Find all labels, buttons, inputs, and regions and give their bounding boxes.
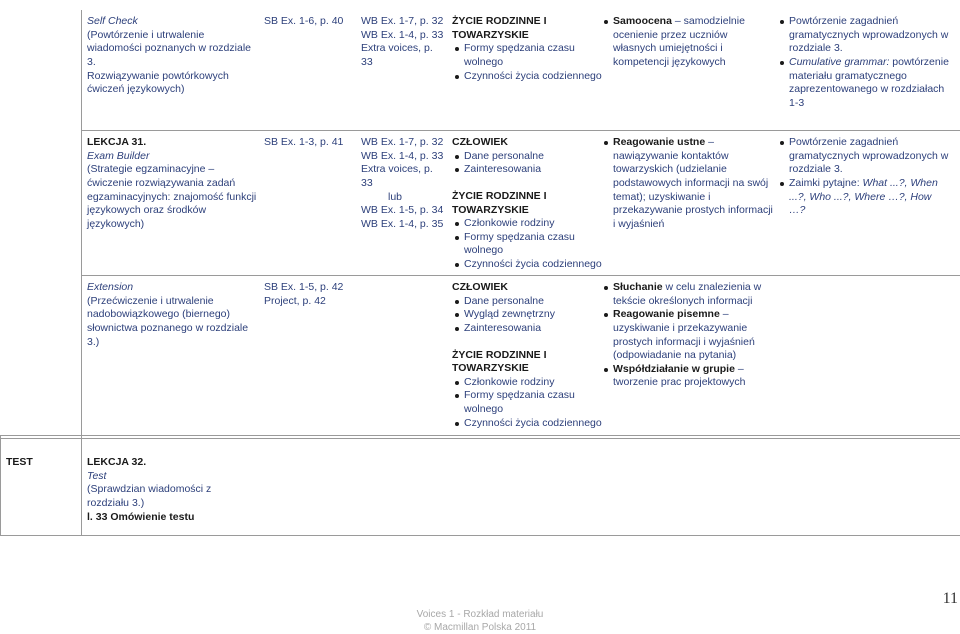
vocab-item: Zainteresowania — [452, 322, 602, 336]
row3-vocab — [452, 281, 602, 430]
section-description: (Strategie egzaminacyjne – ćwiczenie rozwiązywania zadań egzaminacyjnych: znajomość funkcji językowych oraz środków językowych) — [87, 163, 257, 230]
table-line — [0, 535, 960, 536]
row1-skills — [601, 15, 773, 70]
skill-item — [601, 281, 773, 308]
sb-exercise: SB Ex. 1-6, p. 40 — [264, 15, 344, 27]
grammar-item: Powtórzenie zagadnień gramatycznych wprowadzonych w rozdziale 3. — [777, 15, 949, 56]
lesson-title: LEKCJA 32. — [87, 456, 147, 468]
vocab-item: Formy spędzania czasu wolnego — [452, 389, 602, 416]
wb-exercise: WB Ex. 1-7, p. 32 — [361, 15, 444, 27]
vocab-item: Czynności życia codziennego — [452, 417, 602, 431]
section-description: (Przećwiczenie i utrwalenie nadobowiązkowego (biernego) słownictwa poznanego w rozdziale 3.) — [87, 294, 249, 348]
test-label: TEST — [6, 456, 33, 468]
page-number: 11 — [942, 590, 958, 607]
section-description: (Powtórzenie i utrwalenie wiadomości poznanych w rozdziale 3. — [87, 28, 251, 68]
grammar-label: Zaimki pytajne: — [789, 176, 860, 189]
grammar-text: What ...?, When ...?, Who ...?, Where …?, How …? — [789, 176, 938, 217]
sb-exercise: SB Ex. 1-5, p. 42 — [264, 281, 344, 293]
section-description: (Sprawdzian wiadomości z rozdziału 3.) — [87, 483, 212, 509]
vocab-item: Formy spędzania czasu wolnego — [452, 42, 602, 69]
row1-sb — [264, 15, 359, 29]
vocab-heading: ŻYCIE RODZINNE I TOWARZYSKIE — [452, 348, 547, 375]
skill-text: – samodzielnie ocenienie przez uczniów własnych umiejętności i kompetencji językowych — [613, 15, 745, 68]
table-line — [0, 436, 1, 536]
row1-wb — [361, 15, 446, 70]
row2-grammar — [777, 136, 949, 218]
row2-wb — [361, 136, 446, 231]
section-title: Test — [87, 469, 107, 482]
grammar-item: Powtórzenie zagadnień gramatycznych wprowadzonych w rozdziale 3. — [777, 136, 949, 177]
row1-topic — [87, 15, 257, 97]
table-line — [81, 436, 82, 536]
test-review: l. 33 Omówienie testu — [87, 510, 195, 523]
vocab-item: Dane personalne — [452, 295, 602, 309]
section-description: Rozwiązywanie powtórkowych ćwiczeń językowych) — [87, 69, 229, 96]
row2-sb — [264, 136, 359, 150]
row3-sb — [264, 281, 359, 308]
skill-item — [601, 363, 773, 390]
skill-text: – uzyskiwanie i przekazywanie prostych informacji i wyjaśnień (odpowiadanie na pytania) — [613, 308, 755, 362]
row2-topic — [87, 136, 259, 231]
skill-text: – tworzenie prac projektowych — [613, 362, 746, 389]
vocab-heading: CZŁOWIEK — [452, 281, 508, 293]
table-line — [0, 435, 960, 436]
skill-name: Współdziałanie w grupie — [613, 362, 735, 375]
row1-grammar — [777, 15, 949, 110]
row2-skills — [601, 136, 773, 231]
sb-exercise: SB Ex. 1-3, p. 41 — [264, 136, 344, 148]
wb-alternative: lub — [387, 190, 402, 203]
vocab-heading: CZŁOWIEK — [452, 136, 508, 148]
row3-skills — [601, 281, 773, 390]
skill-item — [601, 15, 773, 70]
skill-item — [601, 308, 773, 363]
table-line — [0, 438, 960, 439]
skill-name: Słuchanie — [613, 281, 663, 293]
table-line — [81, 275, 82, 435]
wb-exercise: WB Ex. 1-4, p. 33 — [361, 28, 444, 41]
footer-copyright: © Macmillan Polska 2011 — [423, 622, 537, 633]
table-line — [81, 10, 82, 130]
vocab-item: Czynności życia codziennego — [452, 70, 602, 84]
wb-exercise: WB Ex. 1-5, p. 34 — [361, 204, 444, 217]
skill-name: Samoocena — [613, 15, 672, 27]
grammar-label: Cumulative grammar: — [789, 55, 890, 68]
vocab-item: Członkowie rodziny — [452, 217, 602, 231]
row2-vocab — [452, 136, 602, 272]
table-line — [81, 275, 960, 276]
vocab-item: Członkowie rodziny — [452, 376, 602, 390]
row3-topic — [87, 281, 259, 349]
vocab-item: Czynności życia codziennego — [452, 258, 602, 272]
wb-exercise: WB Ex. 1-4, p. 35 — [361, 217, 444, 230]
wb-exercise: WB Ex. 1-7, p. 32 — [361, 136, 444, 148]
grammar-text: powtórzenie materiału gramatycznego zaprezentowanego w rozdziałach 1-3 — [789, 55, 949, 109]
grammar-item — [777, 177, 949, 218]
row1-vocab — [452, 15, 602, 83]
table-line — [81, 130, 82, 275]
vocab-item: Wygląd zewnętrzny — [452, 308, 602, 322]
footer-title: Voices 1 - Rozkład materiału — [416, 609, 544, 620]
test-details — [87, 456, 247, 524]
skill-text: – nawiązywanie kontaktów towarzyskich (udzielanie podstawowych informacji na swój temat); uzyskiwanie i przekazywanie prostych informacji i wyjaśnień — [613, 136, 773, 230]
section-title: Self Check — [87, 15, 138, 27]
skill-name: Reagowanie pisemne — [613, 308, 720, 321]
section-title: Extension — [87, 281, 134, 293]
skill-name: Reagowanie ustne — [613, 136, 706, 148]
vocab-heading: ŻYCIE RODZINNE I TOWARZYSKIE — [452, 15, 547, 41]
skill-text: w celu znalezienia w tekście określonych informacji — [613, 281, 762, 307]
wb-exercise: Extra voices, p. 33 — [361, 42, 433, 68]
vocab-item: Formy spędzania czasu wolnego — [452, 231, 602, 258]
grammar-item — [777, 56, 949, 111]
vocab-item: Dane personalne — [452, 150, 602, 164]
vocab-item: Zainteresowania — [452, 163, 602, 177]
table-line — [81, 130, 960, 131]
section-title: Exam Builder — [87, 149, 150, 162]
vocab-heading: ŻYCIE RODZINNE I TOWARZYSKIE — [452, 189, 547, 216]
lesson-title: LEKCJA 31. — [87, 136, 147, 148]
sb-project: Project, p. 42 — [264, 294, 326, 307]
skill-item — [601, 136, 773, 231]
wb-exercise: WB Ex. 1-4, p. 33 — [361, 149, 444, 162]
wb-exercise: Extra voices, p. 33 — [361, 163, 433, 189]
